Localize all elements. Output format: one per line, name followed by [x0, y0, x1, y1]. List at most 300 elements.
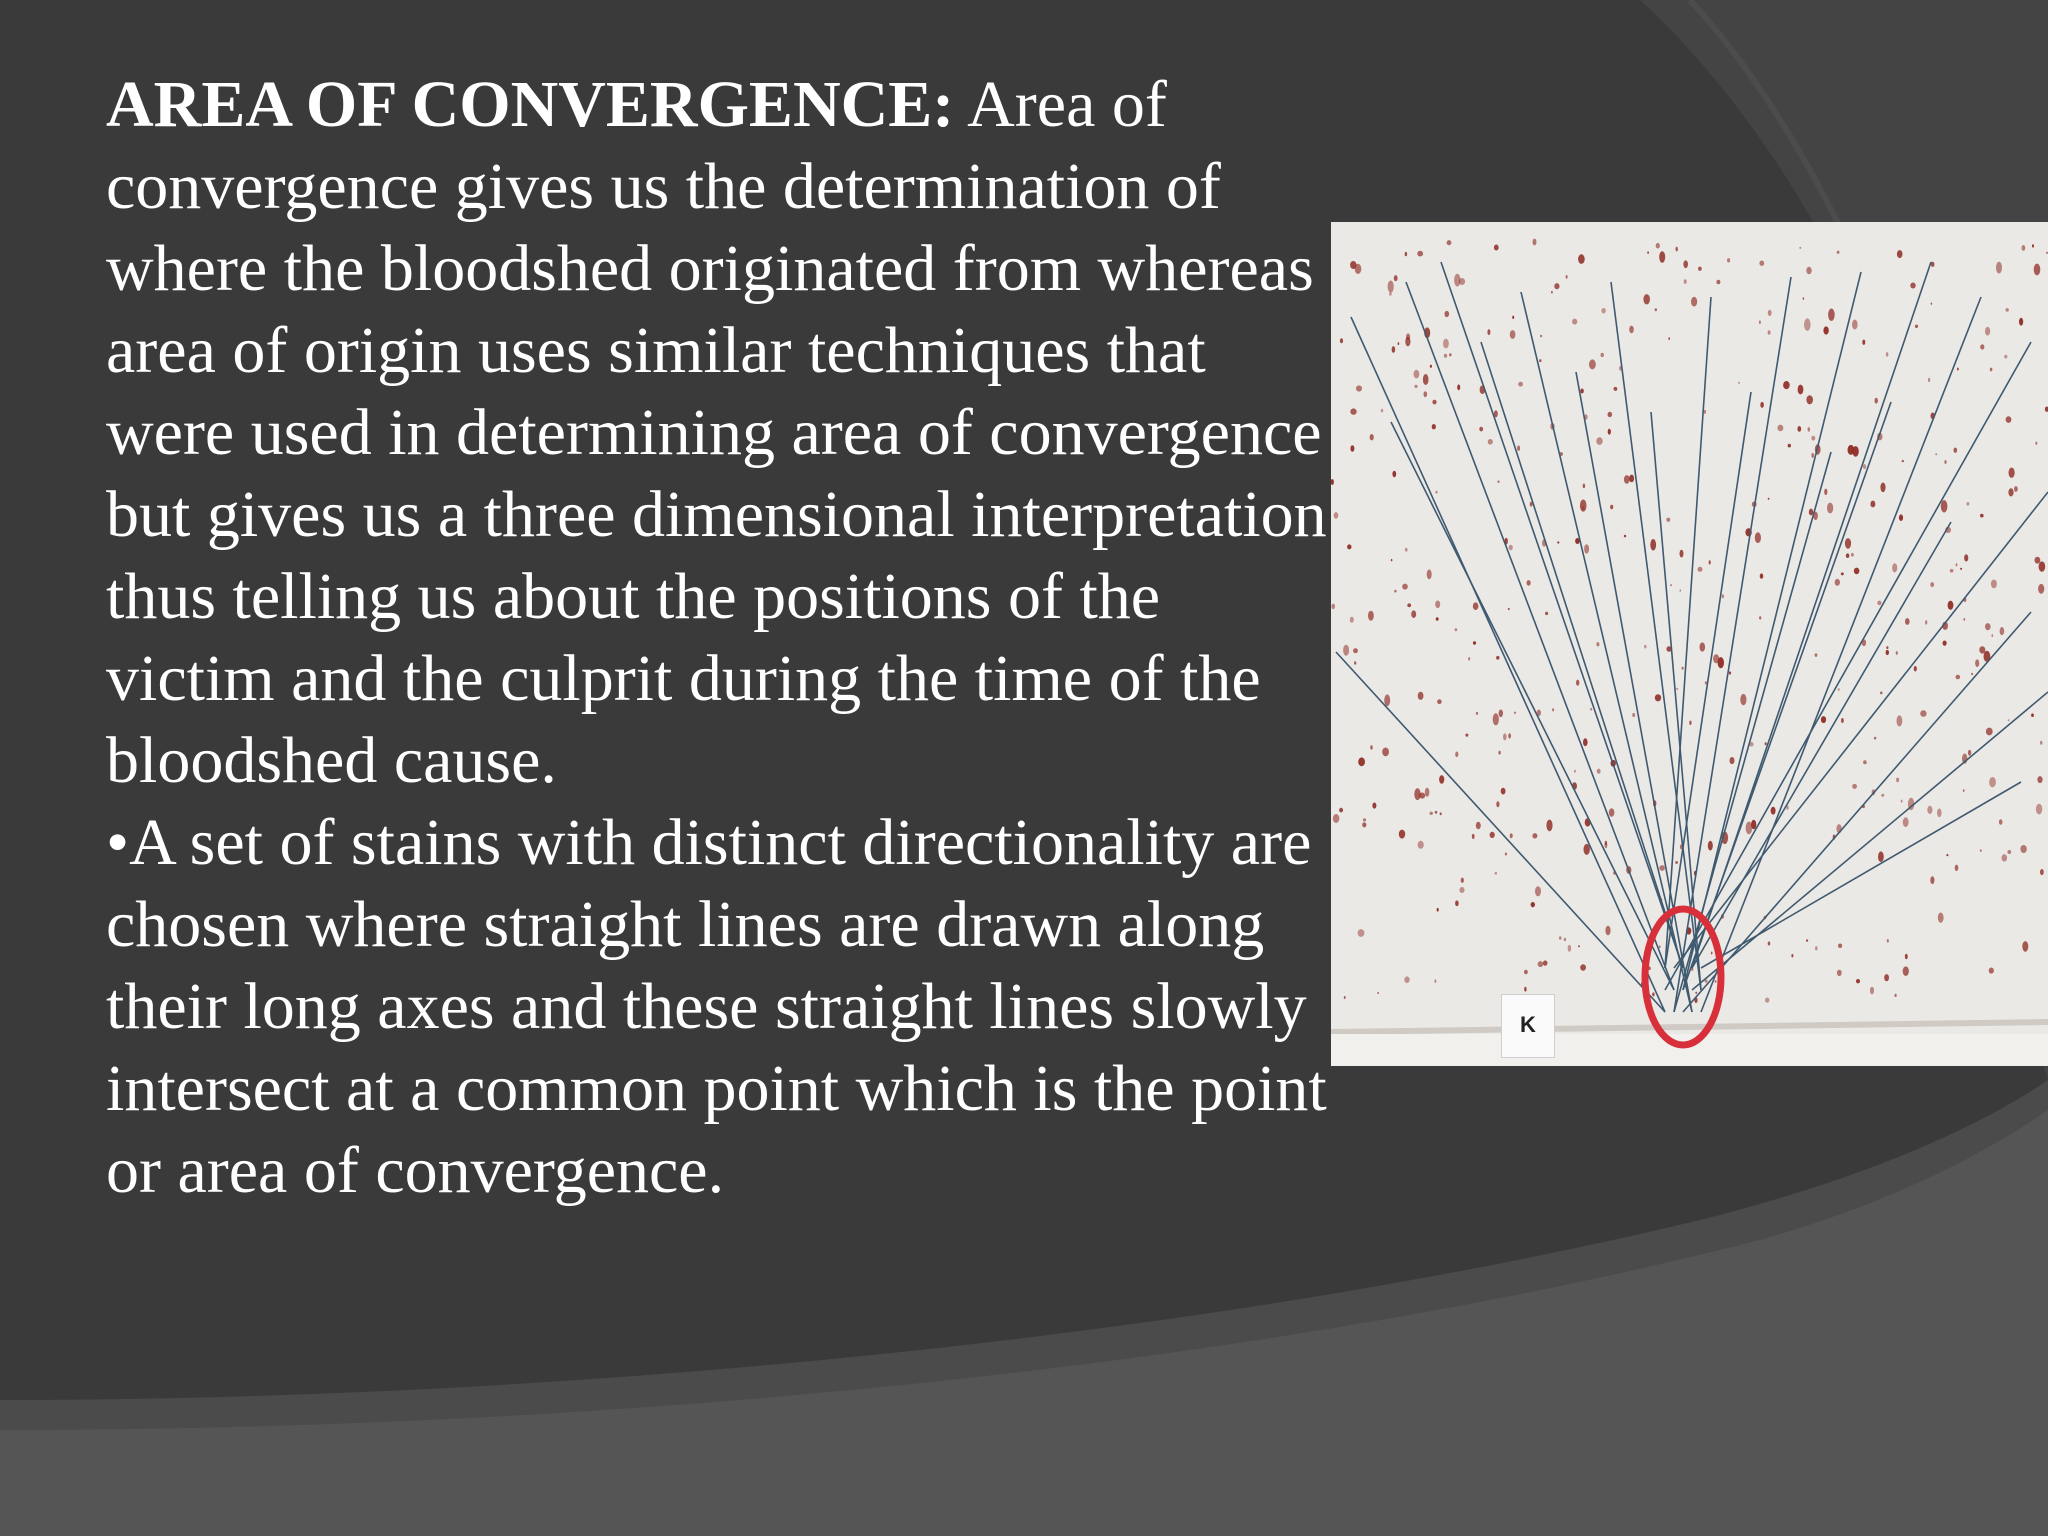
blood-stain	[1811, 436, 1815, 441]
blood-stain	[1432, 424, 1436, 429]
blood-stain	[1709, 560, 1711, 564]
blood-stain	[1399, 830, 1405, 839]
blood-stain	[1759, 320, 1761, 324]
blood-stain	[1941, 500, 1948, 512]
blood-stain	[1508, 608, 1510, 610]
blood-stain	[1765, 998, 1769, 1003]
blood-stain	[1878, 851, 1884, 862]
blood-stain	[1931, 303, 1933, 305]
blood-stain	[1609, 808, 1615, 817]
blood-stain	[1910, 283, 1915, 289]
blood-stain	[1874, 737, 1876, 740]
blood-stain	[1980, 514, 1984, 518]
blood-stain	[1457, 384, 1460, 390]
blood-stain	[1985, 623, 1991, 630]
blood-stain	[1799, 247, 1801, 249]
blood-stain	[1465, 734, 1468, 737]
blood-stain	[1449, 353, 1451, 356]
blood-stain	[1476, 822, 1481, 830]
blood-stain	[1650, 539, 1656, 551]
blood-stain	[1455, 752, 1458, 758]
blood-stain	[1999, 819, 2003, 825]
blood-stain	[1956, 675, 1961, 680]
blood-stain	[1564, 938, 1566, 941]
blood-stain	[1808, 427, 1811, 432]
blood-stain	[1370, 434, 1374, 440]
blood-stain	[1583, 484, 1585, 489]
blood-stain	[1948, 601, 1954, 610]
blood-stain	[1877, 601, 1881, 606]
blood-stain	[2035, 557, 2041, 564]
blood-stain	[1608, 429, 1611, 435]
blood-stain	[1738, 382, 1740, 384]
blood-stain	[1432, 400, 1436, 405]
blood-stain	[1759, 616, 1761, 619]
blood-stain	[1643, 294, 1650, 304]
blood-stain	[1576, 680, 1579, 686]
blood-stain	[2020, 845, 2026, 853]
blood-stain	[1903, 817, 1909, 827]
blood-stain	[1499, 710, 1503, 718]
blood-stain	[1389, 292, 1392, 295]
blood-stain	[1845, 538, 1851, 549]
blood-stain	[1905, 618, 1910, 625]
blood-stain	[1394, 590, 1397, 593]
blood-stain	[1902, 460, 1904, 462]
blood-stain	[1676, 688, 1678, 690]
blood-stain	[1975, 659, 1979, 667]
blood-stain	[1580, 389, 1583, 394]
blood-stain	[1700, 642, 1706, 651]
blood-stain	[1439, 775, 1444, 784]
blood-stain	[1828, 309, 1835, 321]
blood-stain	[1411, 610, 1416, 618]
blood-stain	[1823, 326, 1828, 334]
blood-stain	[1370, 745, 1372, 749]
blood-stain	[1708, 841, 1713, 851]
blood-stain	[1837, 251, 1840, 254]
blood-stain	[2004, 355, 2007, 359]
blood-stain	[1435, 811, 1438, 814]
blood-stain	[1405, 548, 1408, 552]
blood-stain	[1901, 800, 1903, 803]
blood-stain	[1488, 439, 1493, 445]
blood-stain	[1340, 338, 1343, 343]
blood-stain	[1928, 378, 1930, 382]
blood-stain	[2006, 416, 2012, 423]
blood-stain	[1955, 865, 1959, 871]
blood-stain	[1956, 563, 1958, 566]
blood-stain	[1905, 954, 1908, 960]
blood-stain	[1533, 239, 1537, 246]
blood-stain	[1647, 251, 1649, 254]
blood-stain	[1512, 316, 1514, 319]
blood-stain	[1740, 694, 1746, 705]
blood-stain	[2039, 561, 2046, 571]
blood-stain	[1354, 661, 1356, 665]
blood-stain	[1391, 559, 1393, 562]
blood-stain	[1656, 243, 1660, 249]
blood-stain	[1472, 834, 1475, 839]
blood-stain	[2032, 244, 2034, 247]
blood-stain	[1989, 777, 1996, 787]
blood-stain	[1490, 832, 1495, 838]
blood-stain	[1751, 820, 1756, 830]
blood-stain	[1435, 491, 1437, 494]
blood-stain	[1971, 673, 1973, 675]
blood-stain	[1430, 812, 1433, 815]
blood-stain	[1434, 979, 1436, 983]
blood-stain	[1930, 876, 1934, 884]
blood-stain	[2036, 804, 2042, 815]
blood-stain	[1455, 900, 1459, 906]
blood-stain	[1440, 812, 1442, 815]
blood-stain	[1501, 788, 1506, 795]
blood-stain	[1938, 913, 1944, 923]
blood-stain	[1572, 319, 1577, 325]
blood-stain	[1368, 611, 1374, 621]
blood-stain	[1510, 833, 1513, 838]
blood-stain	[1881, 794, 1884, 797]
blood-stain	[1423, 374, 1429, 385]
blood-stain	[1884, 974, 1889, 981]
blood-stain	[1935, 453, 1937, 455]
blood-stain	[1580, 964, 1586, 970]
blood-stain	[1897, 715, 1903, 726]
blood-stain	[1394, 275, 1398, 281]
blood-stain	[1838, 944, 1842, 949]
blood-stain	[1659, 865, 1665, 871]
blood-stain	[1392, 471, 1396, 477]
blood-stain	[1812, 453, 1814, 458]
blood-stain	[2034, 264, 2041, 276]
blood-stain	[1716, 280, 1720, 285]
slide-body	[106, 64, 1336, 1212]
blood-stain	[1806, 395, 1813, 404]
blood-stain	[1837, 970, 1842, 976]
blood-stain	[1852, 320, 1858, 330]
blood-stain	[1954, 448, 1958, 453]
blood-stain	[1461, 878, 1464, 883]
blood-stain	[1546, 820, 1552, 832]
blood-stain	[1768, 330, 1771, 334]
blood-stain	[1344, 996, 1346, 999]
blood-stain	[1495, 872, 1497, 875]
blood-stain	[1990, 368, 1993, 372]
blood-stain	[2000, 627, 2005, 635]
blood-stain	[1944, 460, 1946, 464]
blood-stain	[1824, 489, 1827, 495]
slide-heading: AREA OF CONVERGENCE:	[106, 68, 955, 141]
blood-stain	[1666, 518, 1670, 522]
blood-stain	[1418, 692, 1424, 700]
blood-stain	[2031, 713, 2034, 717]
blood-stain	[1347, 544, 1351, 549]
blood-stain	[1559, 936, 1562, 939]
blood-stain	[1729, 671, 1731, 674]
blood-stain	[1398, 342, 1400, 345]
blood-stain	[1551, 291, 1553, 294]
blood-stain	[1331, 604, 1335, 610]
blood-stain	[1964, 554, 1968, 561]
blood-stain	[1659, 945, 1661, 948]
blood-stain	[1388, 281, 1394, 293]
blood-stain	[1552, 708, 1554, 711]
blood-stain	[1498, 751, 1500, 755]
blood-stain	[1333, 814, 1340, 823]
blood-stain	[1545, 612, 1548, 615]
blood-stain	[1670, 584, 1672, 586]
blood-stain	[1676, 247, 1678, 252]
blood-stain	[1791, 954, 1793, 957]
blood-stain	[1524, 970, 1528, 975]
blood-stain	[1414, 788, 1420, 800]
blood-stain	[1880, 692, 1882, 695]
blood-stain	[1377, 992, 1379, 994]
blood-stain	[1768, 310, 1772, 316]
blood-stain	[1927, 806, 1932, 814]
blood-stain	[1405, 252, 1407, 256]
blood-stain	[1704, 410, 1706, 414]
blood-stain	[1655, 694, 1661, 701]
blood-stain	[1590, 708, 1592, 711]
blood-stain	[1835, 579, 1840, 586]
blood-stain	[1535, 886, 1541, 896]
blood-stain	[1358, 929, 1365, 937]
blood-stain	[1985, 327, 1990, 336]
blood-stain	[1886, 352, 1889, 357]
blood-stain	[1363, 818, 1366, 821]
blood-stain	[1437, 699, 1442, 704]
blood-stain	[1806, 267, 1811, 274]
blood-stain	[2002, 854, 2008, 861]
blood-stain	[1682, 667, 1684, 670]
blood-stain	[1494, 245, 1499, 251]
blood-stain	[1508, 733, 1511, 738]
blood-stain	[1920, 710, 1926, 717]
blood-stain	[1527, 580, 1531, 586]
blood-stain	[1540, 335, 1542, 338]
blood-stain	[1531, 902, 1535, 907]
blood-stain	[1578, 254, 1585, 264]
blood-stain	[1589, 359, 1596, 369]
blood-stain	[1675, 861, 1678, 864]
blood-stain	[1578, 945, 1580, 947]
blood-stain	[1476, 712, 1478, 715]
blood-stain	[1967, 502, 1970, 506]
blood-stain	[1886, 650, 1889, 655]
blood-stain	[1684, 279, 1687, 284]
blood-stain	[1804, 318, 1811, 330]
blood-stain	[1783, 381, 1790, 389]
blood-stain	[1473, 641, 1476, 644]
blood-stain	[1765, 742, 1767, 745]
definition-text: Area of convergence gives us the determination of where the bloodshed originated from whereas area of origin uses similar techniques that were used in determining area of convergence but gives us a three dimensional interpretation thus telling us about the positions of the victim and the culprit during the time of the bloodshed cause.	[106, 68, 1327, 797]
blood-stain	[1863, 464, 1866, 469]
blood-stain	[1698, 567, 1703, 572]
blood-stain	[1417, 251, 1423, 257]
blood-stain	[1566, 275, 1568, 279]
blood-stain	[1459, 278, 1465, 285]
blood-stain	[1624, 535, 1626, 538]
blood-stain	[1730, 757, 1735, 764]
blood-stain	[1875, 398, 1878, 404]
blood-stain	[1755, 532, 1761, 543]
blood-stain	[1979, 646, 1985, 653]
blood-stain	[1404, 976, 1409, 983]
blood-stain	[2008, 488, 2013, 496]
blood-stain	[1444, 354, 1447, 358]
blood-stain	[2040, 741, 2042, 745]
blood-stain	[1424, 391, 1428, 397]
blood-stain	[1821, 716, 1826, 723]
blood-stain	[1608, 412, 1613, 417]
blood-stain	[1427, 569, 1432, 579]
blood-stain	[1358, 757, 1365, 766]
blood-stain	[1727, 258, 1730, 262]
blood-spatter-photo	[1331, 222, 2048, 1066]
blood-stain	[1381, 409, 1383, 413]
blood-stain	[1806, 939, 1808, 942]
blood-stain	[2014, 486, 2018, 492]
blood-stain	[1468, 657, 1470, 660]
blood-stain	[1698, 267, 1702, 271]
blood-stain	[1524, 987, 1526, 992]
blood-stain	[1841, 572, 1844, 575]
blood-stain	[1353, 648, 1358, 653]
blood-stain	[1509, 545, 1513, 551]
blood-stain	[1846, 553, 1850, 558]
blood-stain	[1659, 251, 1665, 263]
blood-stain	[1711, 952, 1713, 955]
blood-stain	[1960, 568, 1962, 570]
blood-stain	[1583, 738, 1588, 746]
blood-stain	[1870, 987, 1874, 995]
blood-stain	[1683, 260, 1688, 268]
blood-stain	[1557, 541, 1559, 543]
blood-stain	[1886, 646, 1888, 649]
blood-stain	[1991, 580, 1997, 589]
blood-stain	[1532, 833, 1537, 838]
blood-stain	[1493, 713, 1499, 725]
blood-stain	[1777, 425, 1783, 432]
blood-stain	[1568, 945, 1572, 952]
blood-stain	[1863, 760, 1867, 764]
blood-stain	[1797, 426, 1801, 432]
blood-stain	[1680, 550, 1684, 558]
blood-stain	[1897, 250, 1903, 258]
blood-stain	[2022, 941, 2028, 952]
blood-stain	[1655, 308, 1657, 311]
blood-stain	[1629, 475, 1634, 483]
blood-stain	[1605, 926, 1610, 936]
blood-stain	[1652, 992, 1654, 996]
blood-stain	[1980, 849, 1982, 852]
definition-paragraph	[106, 64, 1336, 802]
blood-stain	[1896, 651, 1898, 655]
blood-stain	[1946, 854, 1948, 856]
blood-stain	[2009, 468, 2015, 478]
blood-stain	[1574, 770, 1576, 773]
blood-stain	[1596, 437, 1602, 445]
blood-stain	[1930, 582, 1934, 587]
blood-stain	[1436, 617, 1439, 621]
blood-stain	[1996, 262, 2002, 274]
blood-stain	[1604, 843, 1607, 849]
blood-stain	[1768, 942, 1771, 946]
bullet-point: •A set of stains with distinct directionality are chosen where straight lines are drawn along their long axes and these straight lines slowly intersect at a common point which is the point or area of convergence.	[106, 806, 1327, 1207]
blood-stain	[1406, 333, 1410, 340]
blood-stain	[1851, 553, 1854, 557]
blood-stain	[2019, 318, 2023, 326]
blood-stain	[1496, 656, 1499, 660]
blood-stain	[1543, 960, 1548, 965]
blood-stain	[1362, 822, 1366, 827]
blood-stain	[2037, 776, 2042, 783]
blood-stain	[1443, 339, 1449, 349]
blood-stain	[1915, 325, 1918, 328]
blood-stain	[1596, 642, 1599, 646]
blood-stain	[1718, 657, 1724, 668]
blood-stain	[1803, 297, 1805, 300]
blood-stain	[2006, 308, 2009, 312]
blood-stain	[1430, 365, 1432, 368]
blood-stain	[1435, 601, 1440, 609]
blood-stain	[1788, 444, 1791, 448]
blood-stain	[1760, 573, 1764, 578]
blood-stain	[1815, 653, 1818, 657]
blood-stain	[1722, 594, 1724, 598]
blood-stain	[1989, 968, 1994, 974]
blood-stain	[1887, 939, 1889, 943]
blood-stain	[1487, 329, 1490, 335]
blood-stain	[1880, 483, 1885, 493]
blood-stain	[1455, 628, 1458, 631]
blood-stain	[1809, 509, 1813, 516]
blood-stain	[1963, 618, 1965, 621]
blood-stain	[1402, 584, 1408, 590]
blood-stain	[1892, 563, 1897, 572]
blood-stain	[1445, 311, 1450, 317]
evidence-marker: K	[1501, 994, 1555, 1058]
blood-stain	[1895, 994, 1897, 997]
blood-stain	[1950, 569, 1954, 573]
blood-stain	[1899, 514, 1903, 521]
blood-stain	[1798, 385, 1804, 395]
blood-stain	[1914, 666, 1917, 672]
blood-stain	[1968, 750, 1971, 756]
blood-stain	[1632, 713, 1635, 717]
blood-stain	[1854, 568, 1860, 575]
blood-stain	[1870, 501, 1875, 508]
blood-stain	[1479, 427, 1483, 432]
blood-stain	[2038, 584, 2044, 594]
blood-stain	[1695, 992, 1697, 994]
blood-stain	[1343, 645, 1349, 656]
blood-stain	[1760, 402, 1764, 408]
blood-stain	[1510, 330, 1516, 339]
blood-stain	[2022, 245, 2026, 251]
blood-stain	[1437, 908, 1439, 912]
blood-stain	[1597, 769, 1601, 774]
blood-stain	[1334, 512, 1339, 519]
blood-stain	[1601, 353, 1604, 357]
blood-stain	[1425, 788, 1430, 797]
blood-stain	[1554, 283, 1559, 289]
blood-stain	[1514, 712, 1516, 714]
blood-stain	[1896, 778, 1899, 783]
blood-stain	[1668, 337, 1670, 340]
